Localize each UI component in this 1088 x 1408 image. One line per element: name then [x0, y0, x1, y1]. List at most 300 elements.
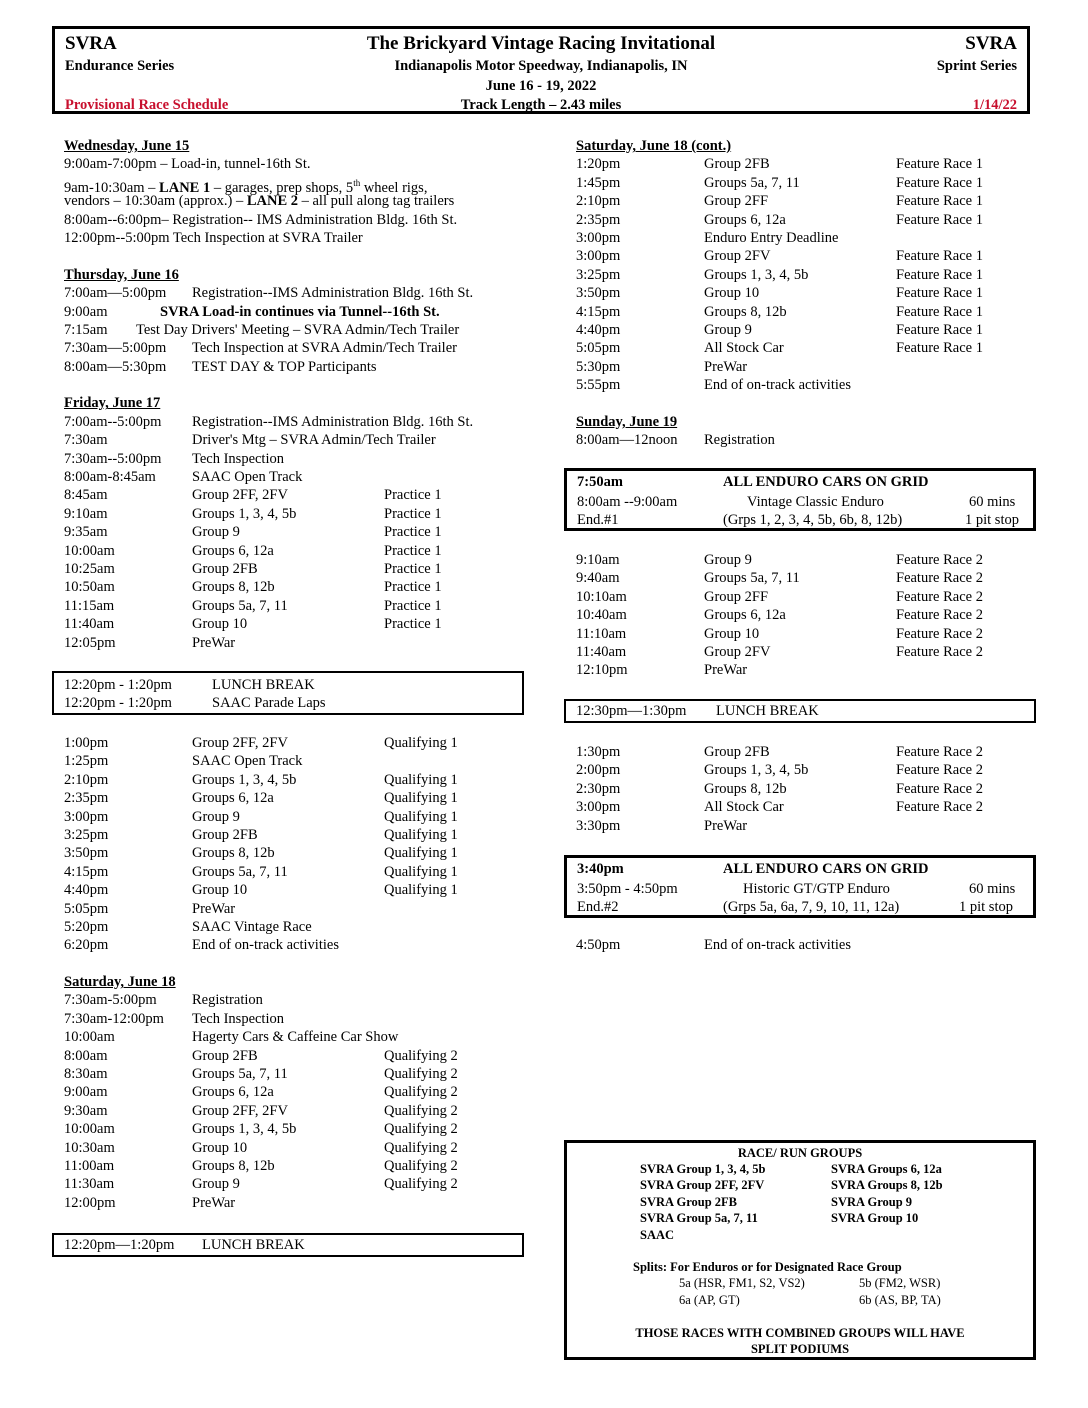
event: Group 9: [192, 524, 240, 541]
event: Group 2FB: [192, 560, 258, 577]
schedule-row: [64, 486, 524, 504]
schedule-row: [64, 542, 524, 560]
event: Group 10: [192, 1139, 248, 1156]
event: Group 10: [704, 625, 760, 642]
event: Group 10: [192, 882, 248, 899]
event: SVRA Load-in continues via Tunnel--16th St.: [160, 303, 440, 320]
schedule-row: [64, 918, 524, 936]
event: Test Day Drivers' Meeting – SVRA Admin/Tech Trailer: [136, 321, 460, 338]
schedule-row: [64, 900, 524, 918]
schedule-row: [64, 826, 524, 844]
time: 3:30pm: [576, 817, 621, 834]
session: Practice 1: [384, 597, 442, 614]
run-group-item: SVRA Group 1, 3, 4, 5b: [640, 1162, 766, 1176]
schedule-row: [576, 155, 1026, 173]
session: Qualifying 1: [384, 863, 458, 880]
run-groups-title: RACE/ RUN GROUPS: [737, 1146, 863, 1160]
session: Qualifying 1: [384, 735, 458, 751]
time: 11:40am: [64, 616, 115, 633]
day-heading-sat-cont: Saturday, June 18 (cont.): [576, 138, 732, 154]
session: Qualifying 1: [384, 771, 458, 788]
schedule-row: [576, 358, 1026, 376]
sun-morning: [576, 551, 1026, 680]
run-groups-box: RACE/ RUN GROUPS SVRA Group 1, 3, 4, 5b SVRA Group 2FF, 2FV SVRA Group 2FB SVRA Group 5a, 7, 11 SAAC SVRA Groups 6, 12a SVRA Groups 8, 12b SVRA Group 9 SVRA Group 10 Splits: For Enduros or for Designated Race Group 5a (HSR, FM1, S2, VS2) 5b (FM2, WSR) 6a (AP, GT) 6b (AS, BP, TA) THOSE RACES WITH COMBINED GROUPS WILL HAVE SPLIT PODIUMS: [564, 1140, 1036, 1360]
event: Group 2FF, 2FV: [192, 735, 288, 751]
wed-line: 9:00am-7:00pm – Load-in, tunnel-16th St.: [64, 156, 311, 173]
event: Groups 6, 12a: [192, 542, 274, 559]
event: Groups 8, 12b: [192, 1157, 275, 1174]
schedule-row: [64, 844, 524, 862]
wed-line: 8:00am--6:00pm– Registration-- IMS Administration Bldg. 16th St.: [64, 211, 458, 228]
splits-label: Splits: For Enduros or for Designated Race Group: [633, 1260, 902, 1274]
event: Hagerty Cars & Caffeine Car Show: [192, 1029, 399, 1046]
time: 1:45pm: [576, 174, 621, 191]
time: 5:55pm: [576, 377, 621, 394]
event: Group 10: [704, 285, 760, 302]
session: Feature Race 1: [896, 193, 983, 210]
sun-lunch-box: 12:30pm—1:30pm LUNCH BREAK: [564, 699, 1036, 723]
event: Group 2FB: [704, 156, 770, 173]
event: Groups 6, 12a: [192, 1084, 274, 1101]
schedule-row: [64, 339, 524, 357]
schedule-row: [64, 578, 524, 596]
session: Feature Race 1: [896, 340, 983, 357]
schedule-row: [576, 321, 1026, 339]
time: 9:10am: [576, 552, 620, 568]
schedule-row: [64, 321, 524, 339]
run-group-item: SVRA Group 2FF, 2FV: [640, 1178, 765, 1193]
event: Groups 8, 12b: [192, 845, 275, 862]
session: Feature Race 2: [896, 780, 983, 797]
schedule-row: [64, 1047, 524, 1065]
time: 10:00am: [64, 1121, 115, 1138]
session: Practice 1: [384, 505, 442, 522]
event: Registration--IMS Administration Bldg. 16th St.: [192, 285, 474, 302]
time: 7:15am: [64, 321, 108, 338]
time: 5:05pm: [576, 340, 621, 357]
day-heading-sat: Saturday, June 18: [64, 974, 176, 991]
time: 7:30am-12:00pm: [64, 1010, 164, 1027]
session: Qualifying 2: [384, 1157, 458, 1174]
session: Feature Race 2: [896, 762, 983, 779]
time: 10:00am: [64, 542, 115, 559]
time: 1:25pm: [64, 753, 109, 770]
session: Feature Race 1: [896, 303, 983, 320]
time: 2:10pm: [576, 193, 621, 210]
sun-afternoon: [576, 743, 1026, 835]
schedule-row: [64, 1157, 524, 1175]
schedule-row: [64, 936, 524, 954]
time: 1:30pm: [576, 744, 621, 760]
session: Feature Race 2: [896, 552, 983, 568]
revision-date: 1/14/22: [972, 97, 1017, 113]
time: 2:30pm: [576, 780, 621, 797]
event: PreWar: [192, 1194, 236, 1211]
session: Feature Race 1: [896, 266, 983, 283]
schedule-row: [576, 606, 1026, 624]
time: 4:40pm: [576, 321, 621, 338]
event: Group 9: [704, 321, 752, 338]
schedule-row: [576, 284, 1026, 302]
sat-lunch-box: [52, 1233, 524, 1257]
time: 12:20pm - 1:20pm: [64, 695, 172, 712]
sun-end: 4:50pm End of on-track activities: [576, 937, 851, 953]
schedule-row: [576, 798, 1026, 816]
time: 4:15pm: [64, 863, 109, 880]
track-length: Track Length – 2.43 miles: [460, 97, 622, 113]
combined-note-2: SPLIT PODIUMS: [750, 1342, 850, 1356]
schedule-row: [64, 881, 524, 899]
session: Practice 1: [384, 487, 442, 504]
event: Groups 1, 3, 4, 5b: [704, 762, 809, 779]
session: Qualifying 2: [384, 1047, 458, 1064]
event: Groups 6, 12a: [704, 607, 786, 624]
event: SAAC Parade Laps: [212, 695, 326, 712]
provisional-label: Provisional Race Schedule: [65, 97, 229, 113]
time: 3:25pm: [64, 826, 109, 843]
event: Groups 5a, 7, 11: [704, 174, 800, 191]
event: Registration--IMS Administration Bldg. 16th St.: [192, 413, 474, 430]
schedule-row: [64, 1102, 524, 1120]
right-column: [576, 137, 1026, 450]
fri-afternoon: [64, 734, 524, 1212]
time: 4:15pm: [576, 303, 621, 320]
event: Groups 1, 3, 4, 5b: [192, 771, 297, 788]
event: Group 9: [704, 552, 752, 568]
enduro2-box: 3:40pm ALL ENDURO CARS ON GRID 3:50pm - 4:50pm Historic GT/GTP Enduro 60 mins End.#2 (Grps 5a, 6a, 7, 9, 10, 11, 12a) 1 pit stop: [564, 855, 1036, 918]
event: Groups 6, 12a: [192, 790, 274, 807]
schedule-row: [576, 780, 1026, 798]
time: 2:35pm: [64, 790, 109, 807]
event: Tech Inspection: [192, 450, 284, 467]
session: Practice 1: [384, 579, 442, 596]
event: Groups 8, 12b: [704, 303, 787, 320]
event: SAAC Open Track: [192, 469, 303, 486]
time: 12:05pm: [64, 634, 116, 651]
event: Group 2FB: [192, 826, 258, 843]
event: PreWar: [704, 662, 748, 679]
run-group-item: SVRA Group 10: [831, 1211, 919, 1226]
schedule-row: [64, 1028, 524, 1046]
time: 8:00am-8:45am: [64, 469, 156, 486]
sun-registration: 8:00am—12noon Registration: [576, 432, 775, 449]
schedule-row: [64, 1010, 524, 1028]
time: 3:00pm: [64, 808, 109, 825]
event: Groups 8, 12b: [192, 579, 275, 596]
schedule-row: [64, 808, 524, 826]
session: Qualifying 2: [384, 1102, 458, 1119]
fri-lunch-box: [52, 671, 524, 715]
schedule-row: [64, 358, 524, 376]
schedule-header: [52, 26, 1030, 114]
event: Groups 5a, 7, 11: [192, 597, 288, 614]
right-org: SVRA: [965, 33, 1017, 54]
event: PreWar: [192, 634, 236, 651]
combined-note: THOSE RACES WITH COMBINED GROUPS WILL HAVE: [635, 1326, 965, 1340]
session: Qualifying 2: [384, 1176, 458, 1193]
event: Group 2FV: [704, 643, 771, 660]
schedule-row: [576, 551, 1026, 569]
day-heading-thu: Thursday, June 16: [64, 266, 179, 283]
wed-line: vendors – 10:30am (approx.) – LANE 2 – all pull along tag trailers: [64, 193, 455, 210]
session: Feature Race 2: [896, 570, 983, 587]
schedule-row: [576, 761, 1026, 779]
schedule-row: [576, 192, 1026, 210]
time: 6:20pm: [64, 937, 109, 954]
wed-line: 12:00pm--5:00pm Tech Inspection at SVRA Trailer: [64, 229, 363, 246]
sprint-series: Sprint Series: [936, 58, 1017, 74]
session: Feature Race 1: [896, 285, 983, 302]
schedule-row: [576, 625, 1026, 643]
event: Tech Inspection: [192, 1010, 284, 1027]
schedule-row: [64, 597, 524, 615]
schedule-row: [576, 303, 1026, 321]
time: 9:30am: [64, 1102, 108, 1119]
event: Group 2FF, 2FV: [192, 1102, 288, 1119]
schedule-row: [576, 376, 1026, 394]
schedule-row: [576, 588, 1026, 606]
schedule-row: [576, 266, 1026, 284]
session: Feature Race 2: [896, 643, 983, 660]
event: PreWar: [704, 817, 748, 834]
schedule-row: [576, 174, 1026, 192]
event: Group 9: [192, 1176, 240, 1193]
event: PreWar: [704, 358, 748, 375]
schedule-row: [64, 734, 524, 752]
schedule-row: [64, 991, 524, 1009]
time: 7:30am--5:00pm: [64, 450, 162, 467]
time: 11:40am: [576, 643, 627, 660]
schedule-row: [64, 615, 524, 633]
event: Groups 6, 12a: [704, 211, 786, 228]
time: 3:50pm: [64, 845, 109, 862]
schedule-row: [64, 634, 524, 652]
time: 9:40am: [576, 570, 620, 587]
session: Qualifying 1: [384, 882, 458, 899]
time: 11:15am: [64, 597, 115, 614]
session: Qualifying 1: [384, 808, 458, 825]
session: Qualifying 2: [384, 1139, 458, 1156]
event: All Stock Car: [704, 340, 784, 357]
session: Feature Race 1: [896, 156, 983, 173]
time: 5:20pm: [64, 918, 109, 935]
event: Group 2FB: [192, 1047, 258, 1064]
time: 11:00am: [64, 1157, 115, 1174]
event: Tech Inspection at SVRA Admin/Tech Trailer: [192, 340, 457, 357]
schedule-row: [576, 743, 1026, 761]
event: LUNCH BREAK: [212, 677, 315, 693]
event: Groups 1, 3, 4, 5b: [192, 1121, 297, 1138]
event: Groups 8, 12b: [704, 780, 787, 797]
schedule-row: [64, 523, 524, 541]
time: 10:40am: [576, 607, 627, 624]
session: Practice 1: [384, 542, 442, 559]
schedule-row: [64, 752, 524, 770]
time: 12:20pm - 1:20pm: [64, 677, 172, 693]
time: 5:30pm: [576, 358, 621, 375]
schedule-row: [64, 863, 524, 881]
session: Practice 1: [384, 560, 442, 577]
schedule-row: [64, 468, 524, 486]
wed-line: 9am-10:30am – LANE 1 – garages, prep shops, 5th wheel rigs,: [64, 177, 428, 196]
event: Group 2FF: [704, 193, 769, 210]
time: 7:30am: [64, 432, 108, 449]
schedule-row: [64, 771, 524, 789]
schedule-row: [64, 694, 514, 712]
event: End of on-track activities: [192, 937, 339, 954]
run-group-item: SVRA Group 9: [831, 1194, 913, 1209]
left-column: [64, 137, 524, 652]
time: 10:50am: [64, 579, 115, 596]
event: Group 10: [192, 616, 248, 633]
schedule-row: [576, 817, 1026, 835]
schedule-row: [64, 560, 524, 578]
schedule-row: [64, 789, 524, 807]
event-title: The Brickyard Vintage Racing Invitational: [366, 33, 716, 54]
time: 3:00pm: [576, 248, 621, 265]
schedule-row: [64, 284, 524, 302]
event: Group 2FF, 2FV: [192, 487, 288, 504]
run-group-item: SVRA Group 2FB: [640, 1194, 738, 1209]
time: 2:35pm: [576, 211, 621, 228]
time: 9:00am: [64, 1084, 108, 1101]
run-group-item: SVRA Groups 6, 12a: [831, 1162, 942, 1176]
time: 10:25am: [64, 560, 115, 577]
event: Groups 5a, 7, 11: [704, 570, 800, 587]
schedule-row: [64, 413, 524, 431]
schedule-row: [64, 450, 524, 468]
session: Practice 1: [384, 524, 442, 541]
session: Feature Race 2: [896, 799, 983, 816]
time: 7:30am—5:00pm: [64, 340, 167, 357]
time: 12:00pm: [64, 1194, 116, 1211]
time: 7:30am-5:00pm: [64, 992, 157, 1009]
schedule-row: [576, 569, 1026, 587]
time: 9:35am: [64, 524, 108, 541]
schedule-row: [576, 339, 1026, 357]
time: 11:30am: [64, 1176, 115, 1193]
time: 10:30am: [64, 1139, 115, 1156]
schedule-row: [64, 1139, 524, 1157]
event: Driver's Mtg – SVRA Admin/Tech Trailer: [192, 432, 436, 449]
event: Enduro Entry Deadline: [704, 229, 839, 246]
schedule-row: [64, 505, 524, 523]
lunch-label: LUNCH BREAK: [202, 1237, 305, 1253]
time: 3:25pm: [576, 266, 621, 283]
session: Qualifying 1: [384, 790, 458, 807]
schedule-row: [64, 303, 524, 321]
event: Groups 1, 3, 4, 5b: [192, 505, 297, 522]
time: 3:50pm: [576, 285, 621, 302]
event: All Stock Car: [704, 799, 784, 816]
session: Practice 1: [384, 616, 442, 633]
schedule-row: [64, 431, 524, 449]
event: SAAC Open Track: [192, 753, 303, 770]
event: End of on-track activities: [704, 377, 851, 394]
time: 3:00pm: [576, 229, 621, 246]
time: 3:00pm: [576, 799, 621, 816]
run-group-item: SVRA Groups 8, 12b: [831, 1178, 943, 1193]
event: Group 2FF: [704, 588, 769, 605]
event: PreWar: [192, 900, 236, 917]
left-org: SVRA: [65, 33, 117, 54]
schedule-row: [576, 643, 1026, 661]
time: 2:10pm: [64, 771, 109, 788]
session: Feature Race 1: [896, 174, 983, 191]
time: 12:10pm: [576, 662, 628, 679]
event: Groups 1, 3, 4, 5b: [704, 266, 809, 283]
time: 8:30am: [64, 1066, 108, 1083]
event: SAAC Vintage Race: [192, 918, 312, 935]
time: 8:00am: [64, 1047, 108, 1064]
time: 10:10am: [576, 588, 627, 605]
session: Feature Race 1: [896, 248, 983, 265]
run-group-item: SAAC: [640, 1227, 675, 1242]
time: 10:00am: [64, 1029, 115, 1046]
schedule-row: [64, 1120, 524, 1138]
event: Groups 5a, 7, 11: [192, 863, 288, 880]
event: Groups 5a, 7, 11: [192, 1066, 288, 1083]
session: Qualifying 2: [384, 1066, 458, 1083]
session: Qualifying 1: [384, 826, 458, 843]
session: Feature Race 2: [896, 744, 983, 760]
endurance-series: Endurance Series: [65, 58, 175, 74]
schedule-row: [64, 676, 514, 694]
day-heading-sun: Sunday, June 19: [576, 413, 678, 430]
time: 9:10am: [64, 505, 108, 522]
schedule-row: [576, 211, 1026, 229]
session: Feature Race 1: [896, 211, 983, 228]
schedule-row: [64, 1194, 524, 1212]
session: Feature Race 1: [896, 321, 983, 338]
event-dates: June 16 - 19, 2022: [485, 78, 597, 94]
time: 8:00am—5:30pm: [64, 358, 167, 375]
time: 7:00am—5:00pm: [64, 285, 167, 302]
time: 9:00am: [64, 303, 108, 320]
time: 8:45am: [64, 487, 108, 504]
event: Group 2FB: [704, 744, 770, 760]
session: Qualifying 2: [384, 1084, 458, 1101]
time: 7:00am--5:00pm: [64, 413, 162, 430]
day-heading-wed: Wednesday, June 15: [64, 138, 190, 154]
event: Registration: [192, 992, 263, 1009]
schedule-row: [64, 1083, 524, 1101]
venue: Indianapolis Motor Speedway, Indianapolis, IN: [394, 58, 688, 74]
session: Feature Race 2: [896, 625, 983, 642]
time: 1:20pm: [576, 156, 621, 173]
schedule-row: [576, 661, 1026, 679]
session: Qualifying 2: [384, 1121, 458, 1138]
schedule-row: [576, 247, 1026, 265]
time: 4:40pm: [64, 882, 109, 899]
time: 5:05pm: [64, 900, 109, 917]
lunch-time: 12:20pm—1:20pm: [64, 1237, 175, 1253]
schedule-row: [576, 229, 1026, 247]
schedule-row: [64, 1065, 524, 1083]
enduro1-box: 7:50am ALL ENDURO CARS ON GRID 8:00am --9:00am Vintage Classic Enduro 60 mins End.#1 (Grps 1, 2, 3, 4, 5b, 6b, 8, 12b) 1 pit stop: [564, 468, 1036, 531]
time: 11:10am: [576, 625, 627, 642]
session: Feature Race 2: [896, 607, 983, 624]
time: 2:00pm: [576, 762, 621, 779]
time: 1:00pm: [64, 735, 109, 751]
event: TEST DAY & TOP Participants: [192, 358, 377, 375]
session: Feature Race 2: [896, 588, 983, 605]
event: Group 9: [192, 808, 240, 825]
session: Qualifying 1: [384, 845, 458, 862]
schedule-row: [64, 1175, 524, 1193]
day-heading-fri: Friday, June 17: [64, 395, 161, 412]
event: Group 2FV: [704, 248, 771, 265]
